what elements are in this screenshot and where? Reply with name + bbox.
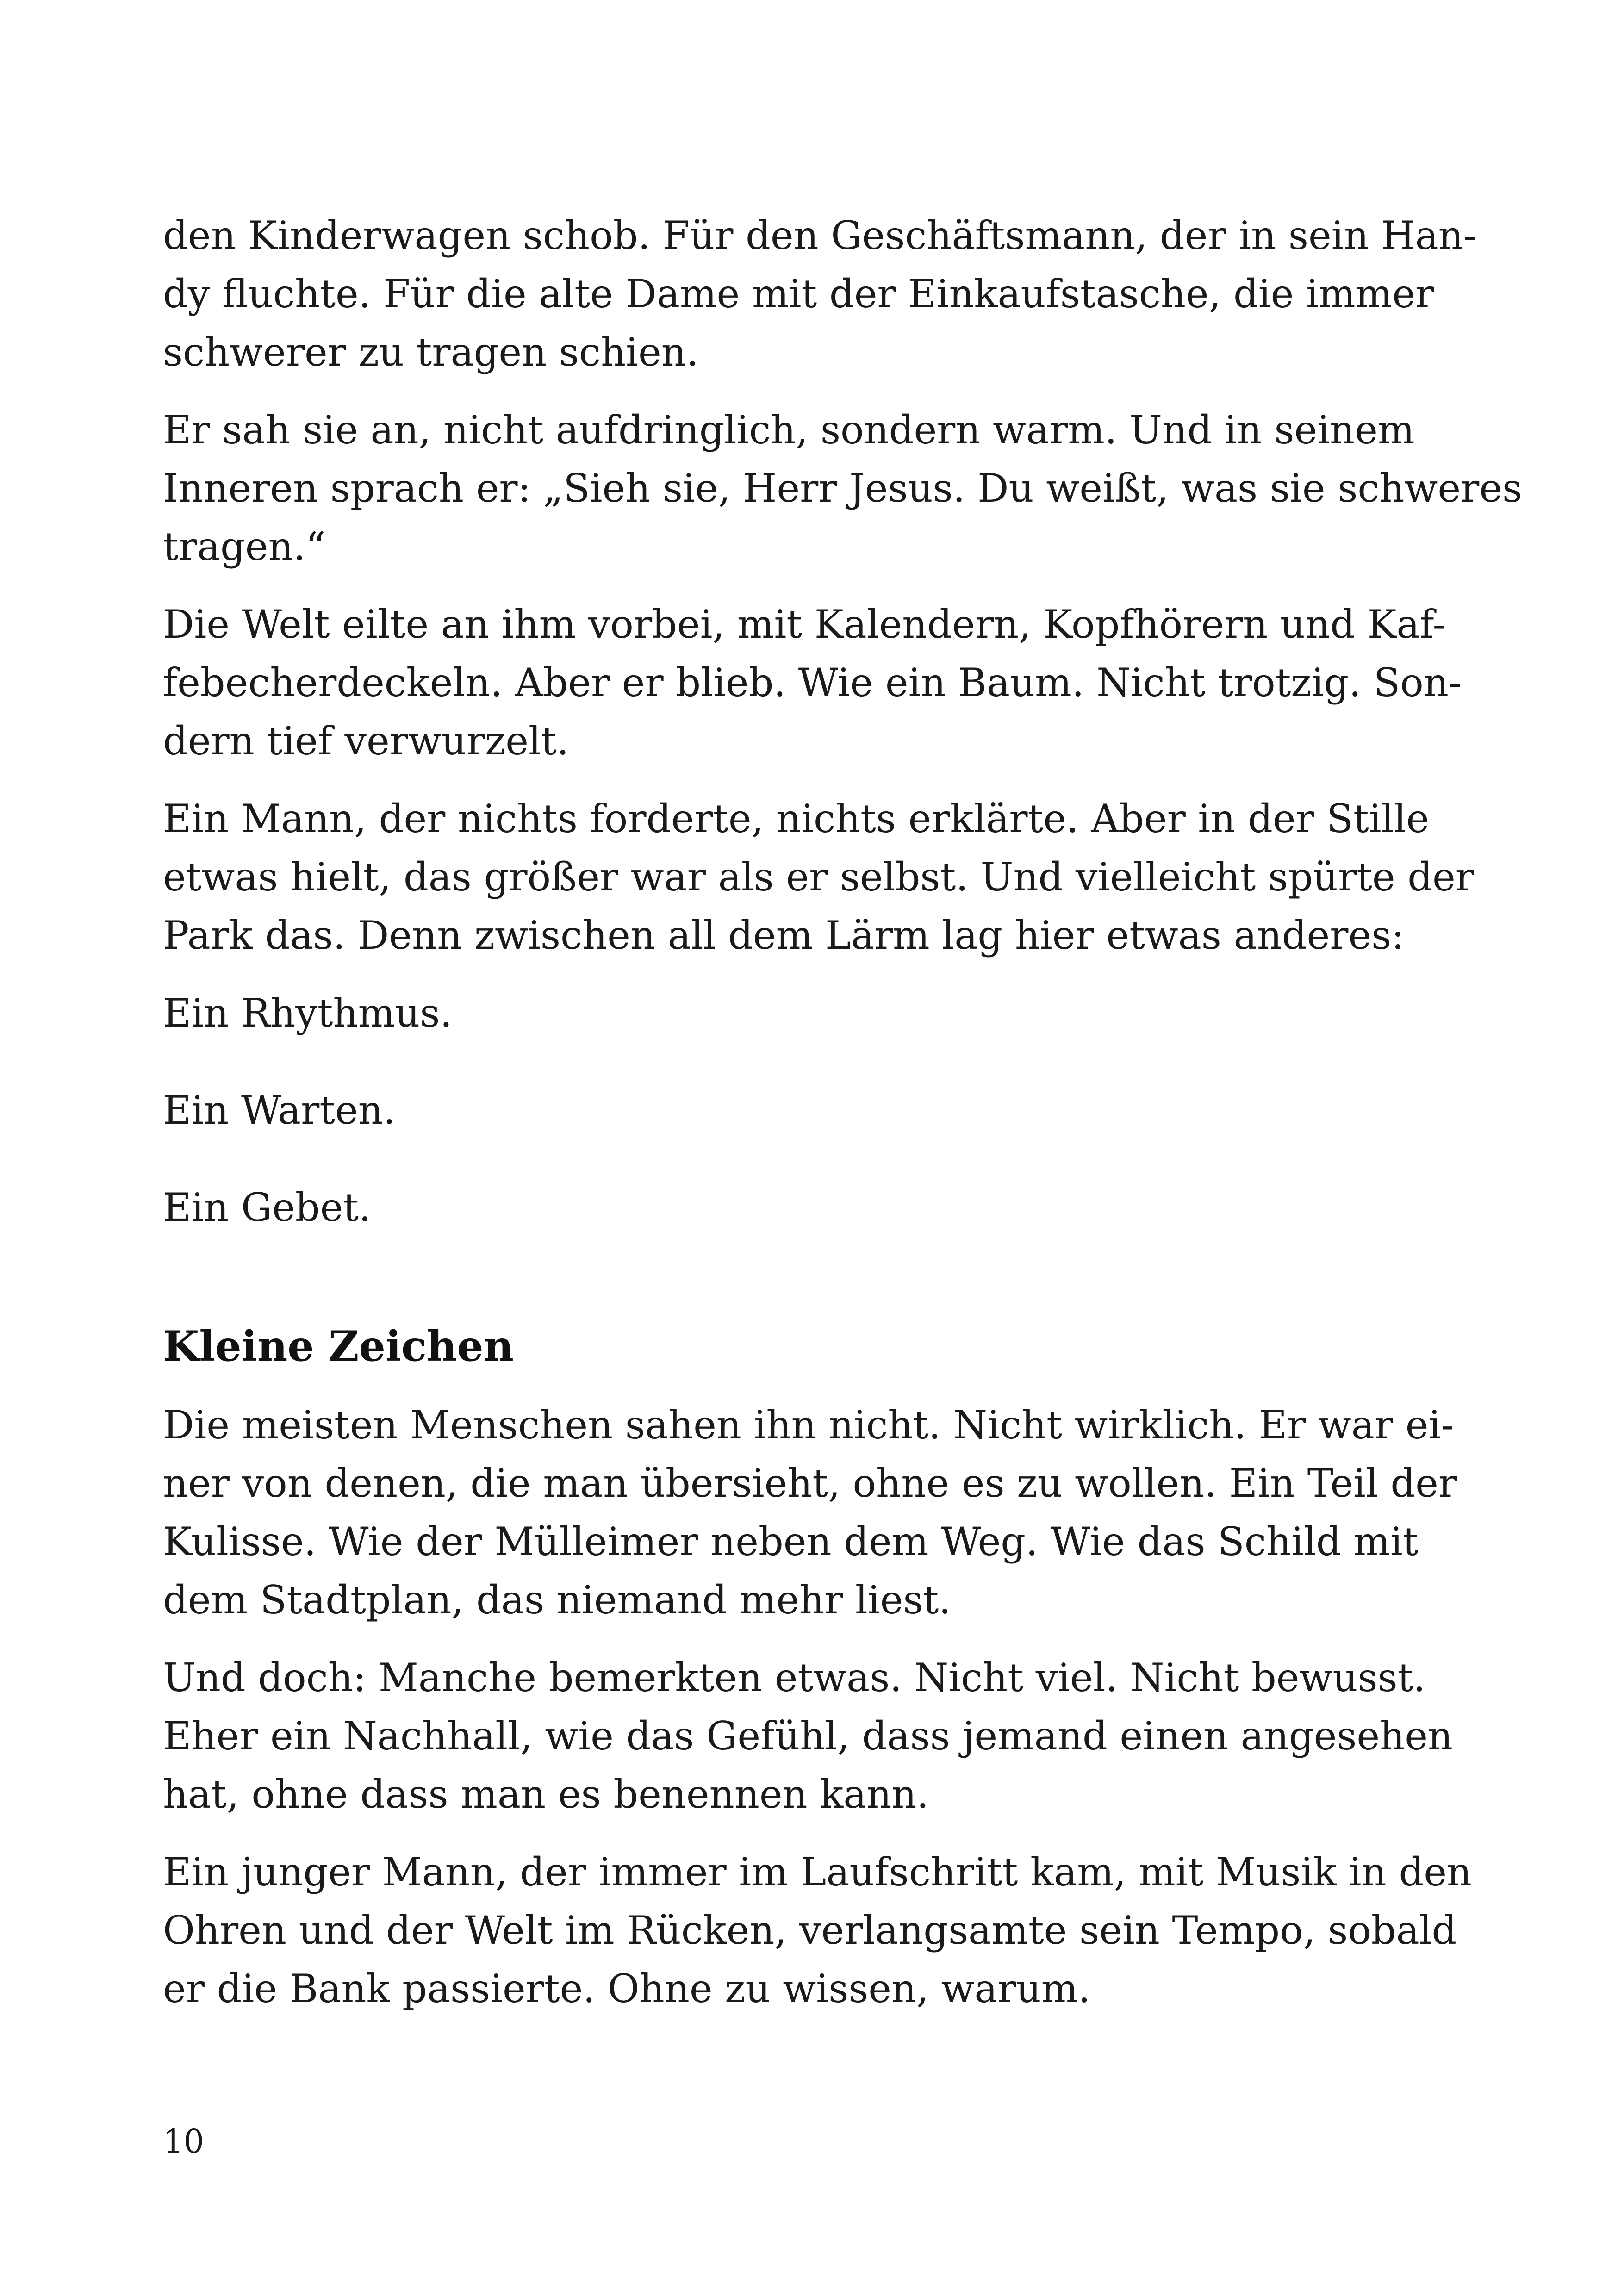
text-line: Die meisten Menschen sahen ihn nicht. Nicht wirklich. Er war ei- (163, 1402, 1454, 1448)
short-line-gebet: Ein Gebet. (163, 1185, 371, 1230)
text-line: den Kinderwagen schob. Für den Geschäftsmann, der in sein Han- (163, 213, 1477, 258)
text-line: Park das. Denn zwischen all dem Lärm lag hier etwas anderes: (163, 913, 1405, 958)
text-line: er die Bank passierte. Ohne zu wissen, warum. (163, 1966, 1091, 2011)
paragraph-5 (163, 1396, 1457, 1629)
short-line-rhythmus: Ein Rhythmus. (163, 990, 453, 1036)
text-line: Er sah sie an, nicht aufdringlich, sondern warm. Und in seinem (163, 407, 1415, 453)
paragraph-3 (163, 595, 1462, 770)
short-line-warten: Ein Warten. (163, 1088, 396, 1133)
text-line: dy fluchte. Für die alte Dame mit der Einkaufstasche, die immer (163, 271, 1434, 317)
body-text (163, 206, 1523, 2037)
text-line: dern tief verwurzelt. (163, 718, 569, 764)
text-line: febecherdeckeln. Aber er blieb. Wie ein Baum. Nicht trotzig. Son- (163, 660, 1462, 705)
text-line: tragen.“ (163, 524, 326, 569)
text-line: Ein junger Mann, der immer im Laufschritt kam, mit Musik in den (163, 1849, 1472, 1895)
paragraph-6 (163, 1649, 1453, 1823)
paragraph-1 (163, 206, 1477, 381)
section-heading: Kleine Zeichen (163, 1322, 514, 1371)
page-number: 10 (163, 2122, 205, 2160)
paragraph-7 (163, 1843, 1472, 2018)
text-line: Die Welt eilte an ihm vorbei, mit Kalendern, Kopfhörern und Kaf- (163, 602, 1446, 647)
text-line: hat, ohne dass man es benennen kann. (163, 1772, 929, 1817)
text-line: Inneren sprach er: „Sieh sie, Herr Jesus. Du weißt, was sie schweres (163, 466, 1523, 511)
paragraph-2 (163, 401, 1523, 576)
text-line: Kulisse. Wie der Mülleimer neben dem Weg. Wie das Schild mit (163, 1519, 1419, 1564)
text-line: Ein Mann, der nichts forderte, nichts erklärte. Aber in der Stille (163, 796, 1430, 841)
text-line: Ohren und der Welt im Rücken, verlangsamte sein Tempo, sobald (163, 1908, 1457, 1953)
text-line: ner von denen, die man übersieht, ohne es zu wollen. Ein Teil der (163, 1461, 1457, 1506)
text-line: Und doch: Manche bemerkten etwas. Nicht viel. Nicht bewusst. (163, 1655, 1426, 1700)
text-line: schwerer zu tragen schien. (163, 330, 699, 375)
paragraph-4 (163, 790, 1474, 964)
text-line: dem Stadtplan, das niemand mehr liest. (163, 1577, 951, 1623)
text-line: etwas hielt, das größer war als er selbst. Und vielleicht spürte der (163, 854, 1474, 900)
text-line: Eher ein Nachhall, wie das Gefühl, dass jemand einen angesehen (163, 1713, 1453, 1759)
